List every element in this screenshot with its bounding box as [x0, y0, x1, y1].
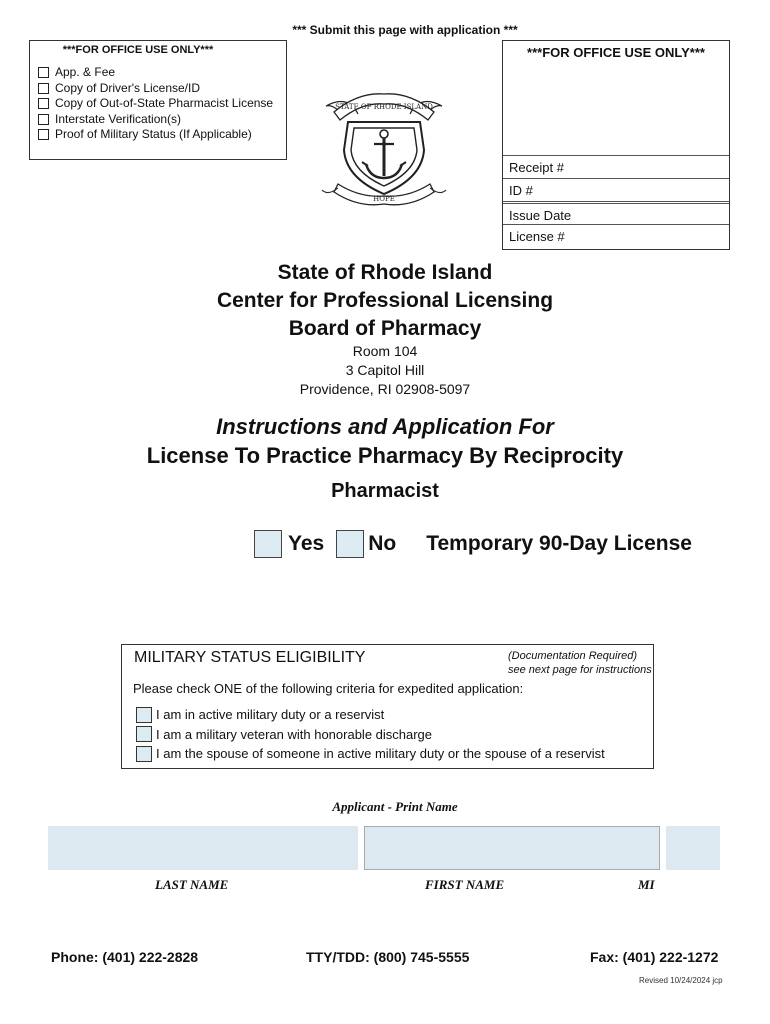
military-active-checkbox[interactable]: [136, 707, 152, 723]
temporary-license-label: Temporary 90-Day License: [426, 532, 692, 555]
checkbox-icon[interactable]: [38, 83, 49, 94]
checkbox-icon[interactable]: [38, 129, 49, 140]
submit-note: *** Submit this page with application ***: [292, 23, 518, 37]
last-name-label: LAST NAME: [155, 877, 229, 892]
mi-label: MI: [638, 877, 655, 892]
temporary-license-row: [254, 530, 692, 558]
doc-required-text: (Documentation Required): [508, 650, 638, 662]
office-checklist-item[interactable]: App. & Fee: [38, 65, 286, 81]
footer-phone: Phone: (401) 222-2828: [51, 949, 199, 965]
checkbox-icon[interactable]: [38, 114, 49, 125]
footer-tty: TTY/TDD: (800) 745-5555: [306, 949, 470, 965]
middle-initial-input[interactable]: [666, 826, 720, 870]
instructions-title: Instructions and Application For: [216, 414, 554, 439]
profession-title: Pharmacist: [331, 480, 439, 502]
office-use-checklist: [29, 40, 287, 160]
temporary-yes-checkbox[interactable]: [254, 530, 282, 558]
board-heading: Board of Pharmacy: [288, 317, 482, 340]
military-option[interactable]: I am the spouse of someone in active military duty or the spouse of a reservist: [136, 744, 605, 764]
revision-note: Revised 10/24/2024 jcp: [639, 976, 723, 985]
see-next-page-text: see next page for instructions: [508, 664, 652, 676]
military-spouse-checkbox[interactable]: [136, 746, 152, 762]
office-checklist-item[interactable]: Proof of Military Status (If Applicable): [38, 127, 286, 143]
first-name-input[interactable]: [364, 826, 660, 870]
issue-date-field[interactable]: Issue Date: [503, 201, 729, 224]
no-label: No: [368, 532, 397, 555]
yes-label: Yes: [288, 532, 325, 555]
office-checklist-item[interactable]: Interstate Verification(s): [38, 112, 286, 128]
checkbox-icon[interactable]: [38, 67, 49, 78]
documentation-note: [508, 649, 652, 677]
military-option[interactable]: I am a military veteran with honorable discharge: [136, 725, 605, 745]
checkbox-icon[interactable]: [38, 98, 49, 109]
license-number-field[interactable]: License #: [503, 224, 729, 247]
center-heading: Center for Professional Licensing: [216, 289, 554, 312]
address-street: 3 Capitol Hill: [345, 362, 425, 378]
footer-fax: Fax: (401) 222-1272: [590, 949, 719, 965]
military-veteran-checkbox[interactable]: [136, 726, 152, 742]
office-use-title-right: ***FOR OFFICE USE ONLY***: [527, 45, 705, 60]
seal-top-text: STATE OF RHODE ISLAND: [335, 103, 433, 111]
office-checklist-items: [38, 65, 286, 143]
military-option[interactable]: I am in active military duty or a reservist: [136, 705, 605, 725]
office-use-title-left: ***FOR OFFICE USE ONLY***: [62, 44, 214, 56]
temporary-no-checkbox[interactable]: [336, 530, 364, 558]
military-status-title: MILITARY STATUS ELIGIBILITY: [134, 649, 366, 666]
receipt-field[interactable]: Receipt #: [503, 155, 729, 178]
office-checklist-item[interactable]: Copy of Driver's License/ID: [38, 81, 286, 97]
office-checklist-item[interactable]: Copy of Out-of-State Pharmacist License: [38, 96, 286, 112]
seal-bottom-text: HOPE: [373, 195, 395, 203]
applicant-print-name-heading: Applicant - Print Name: [332, 799, 458, 814]
office-use-record-box: [502, 40, 730, 250]
first-name-label: FIRST NAME: [425, 877, 505, 892]
military-prompt: Please check ONE of the following criteria for expedited application:: [133, 681, 524, 696]
address-city: Providence, RI 02908-5097: [299, 381, 471, 397]
last-name-input[interactable]: [48, 826, 358, 870]
military-status-box: [121, 644, 654, 769]
state-seal-icon: [318, 84, 450, 212]
id-field[interactable]: ID #: [503, 178, 729, 201]
address-room: Room 104: [352, 343, 418, 359]
license-title: License To Practice Pharmacy By Reciprocity: [146, 443, 624, 468]
state-heading: State of Rhode Island: [277, 261, 493, 284]
